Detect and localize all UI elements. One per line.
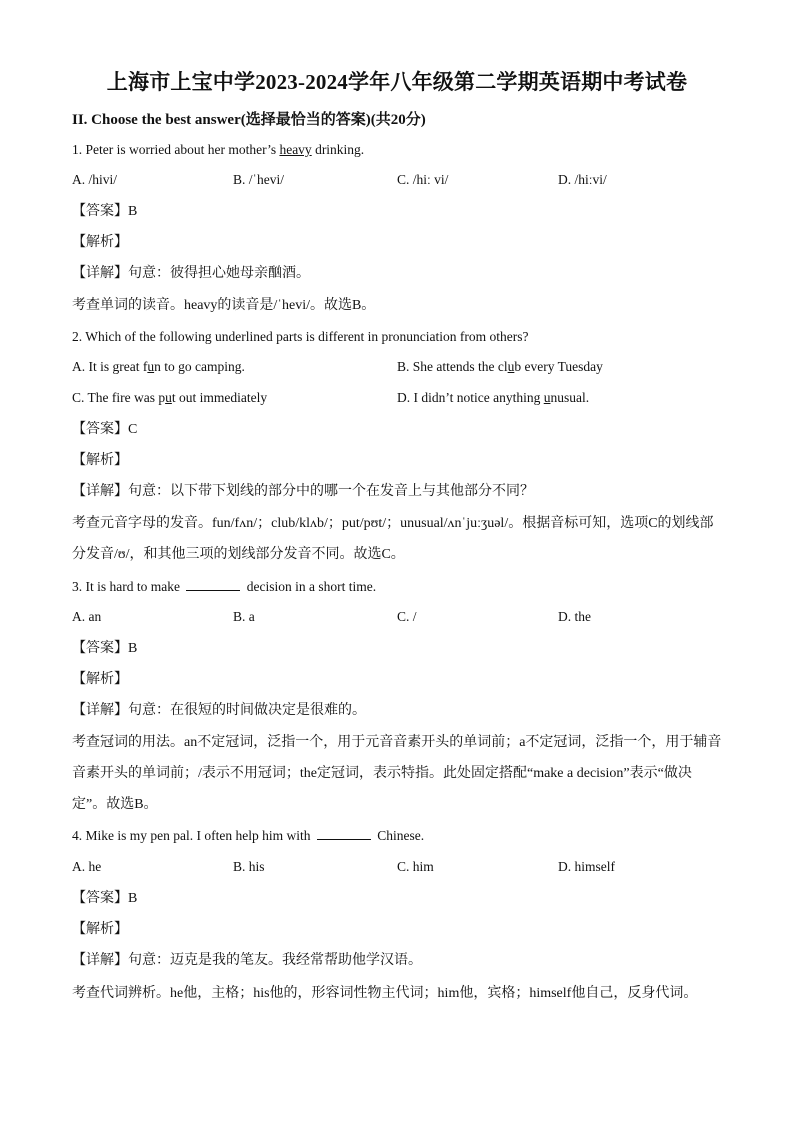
page-title: 上海市上宝中学2023-2024学年八年级第二学期英语期中考试卷 — [106, 70, 688, 94]
question-1-stem: 1. Peter is worried about her mother’s heavy drinking. — [72, 142, 365, 157]
q3-jiexi: 【解析】 — [72, 672, 128, 687]
q1-analysis: 考查单词的读音。heavy的读音是/ˈhevi/。故选B。 — [72, 298, 376, 313]
question-3-stem: 3. It is hard to make decision in a short time. — [72, 579, 377, 594]
q1-answer: 【答案】B — [72, 204, 138, 219]
q2-option-b: B. She attends the club every Tuesday — [397, 359, 603, 374]
q1-detail: 【详解】句意：彼得担心她母亲酗酒。 — [72, 266, 310, 281]
q3-option-b: B. a — [233, 609, 255, 624]
q2-option-d: D. I didn’t notice anything unusual. — [397, 390, 590, 405]
q1-option-c: C. /hiː vi/ — [397, 172, 449, 187]
q3-detail: 【详解】句意：在很短的时间做决定是很难的。 — [72, 703, 366, 718]
q4-answer: 【答案】B — [72, 891, 138, 906]
q2-option-c: C. The fire was put out immediately — [72, 390, 268, 405]
q4-option-d: D. himself — [558, 859, 615, 874]
q3-option-d: D. the — [558, 609, 591, 624]
q2-answer: 【答案】C — [72, 422, 138, 437]
q2-analysis: 考查元音字母的发音。fun/fʌn/；club/klʌb/；put/pʊt/；unusual/ʌnˈjuːʒuəl/。根据音标可知，选项C的划线部分发音/ʊ/，和其他三项的划线部分发音不同。故选C。 — [72, 516, 714, 562]
q3-analysis: 考查冠词的用法。an不定冠词，泛指一个，用于元音音素开头的单词前；a不定冠词，泛指一个，用于辅音音素开头的单词前；/表示不用冠词；the定冠词，表示特指。此处固定搭配“make a decision”表示“做决定”。故选B。 — [72, 735, 722, 812]
q3-option-c: C. / — [397, 609, 417, 624]
question-2-stem: 2. Which of the following underlined parts is different in pronunciation from others? — [72, 329, 529, 344]
q2-detail: 【详解】句意：以下带下划线的部分中的哪一个在发音上与其他部分不同？ — [72, 484, 534, 499]
q4-option-c: C. him — [397, 859, 434, 874]
answer-blank — [317, 827, 371, 840]
q1-jiexi: 【解析】 — [72, 235, 128, 250]
q1-option-d: D. /hiːvi/ — [558, 172, 607, 187]
q3-option-a: A. an — [72, 609, 102, 624]
q4-detail: 【详解】句意：迈克是我的笔友。我经常帮助他学汉语。 — [72, 953, 422, 968]
q3-answer: 【答案】B — [72, 641, 138, 656]
q4-jiexi: 【解析】 — [72, 922, 128, 937]
q1-option-b: B. /ˈhevi/ — [233, 172, 284, 187]
answer-blank — [186, 578, 240, 591]
q2-option-a: A. It is great fun to go camping. — [72, 359, 245, 374]
q4-option-b: B. his — [233, 859, 265, 874]
question-4-stem: 4. Mike is my pen pal. I often help him with Chinese. — [72, 828, 425, 843]
q1-option-a: A. /hivi/ — [72, 172, 118, 187]
section-heading: II. Choose the best answer(选择最恰当的答案)(共20分) — [72, 112, 426, 128]
q4-analysis: 考查代词辨析。he他，主格；his他的，形容词性物主代词；him他，宾格；himself他自己，反身代词。 — [72, 986, 698, 1001]
q4-option-a: A. he — [72, 859, 102, 874]
q2-jiexi: 【解析】 — [72, 453, 128, 468]
